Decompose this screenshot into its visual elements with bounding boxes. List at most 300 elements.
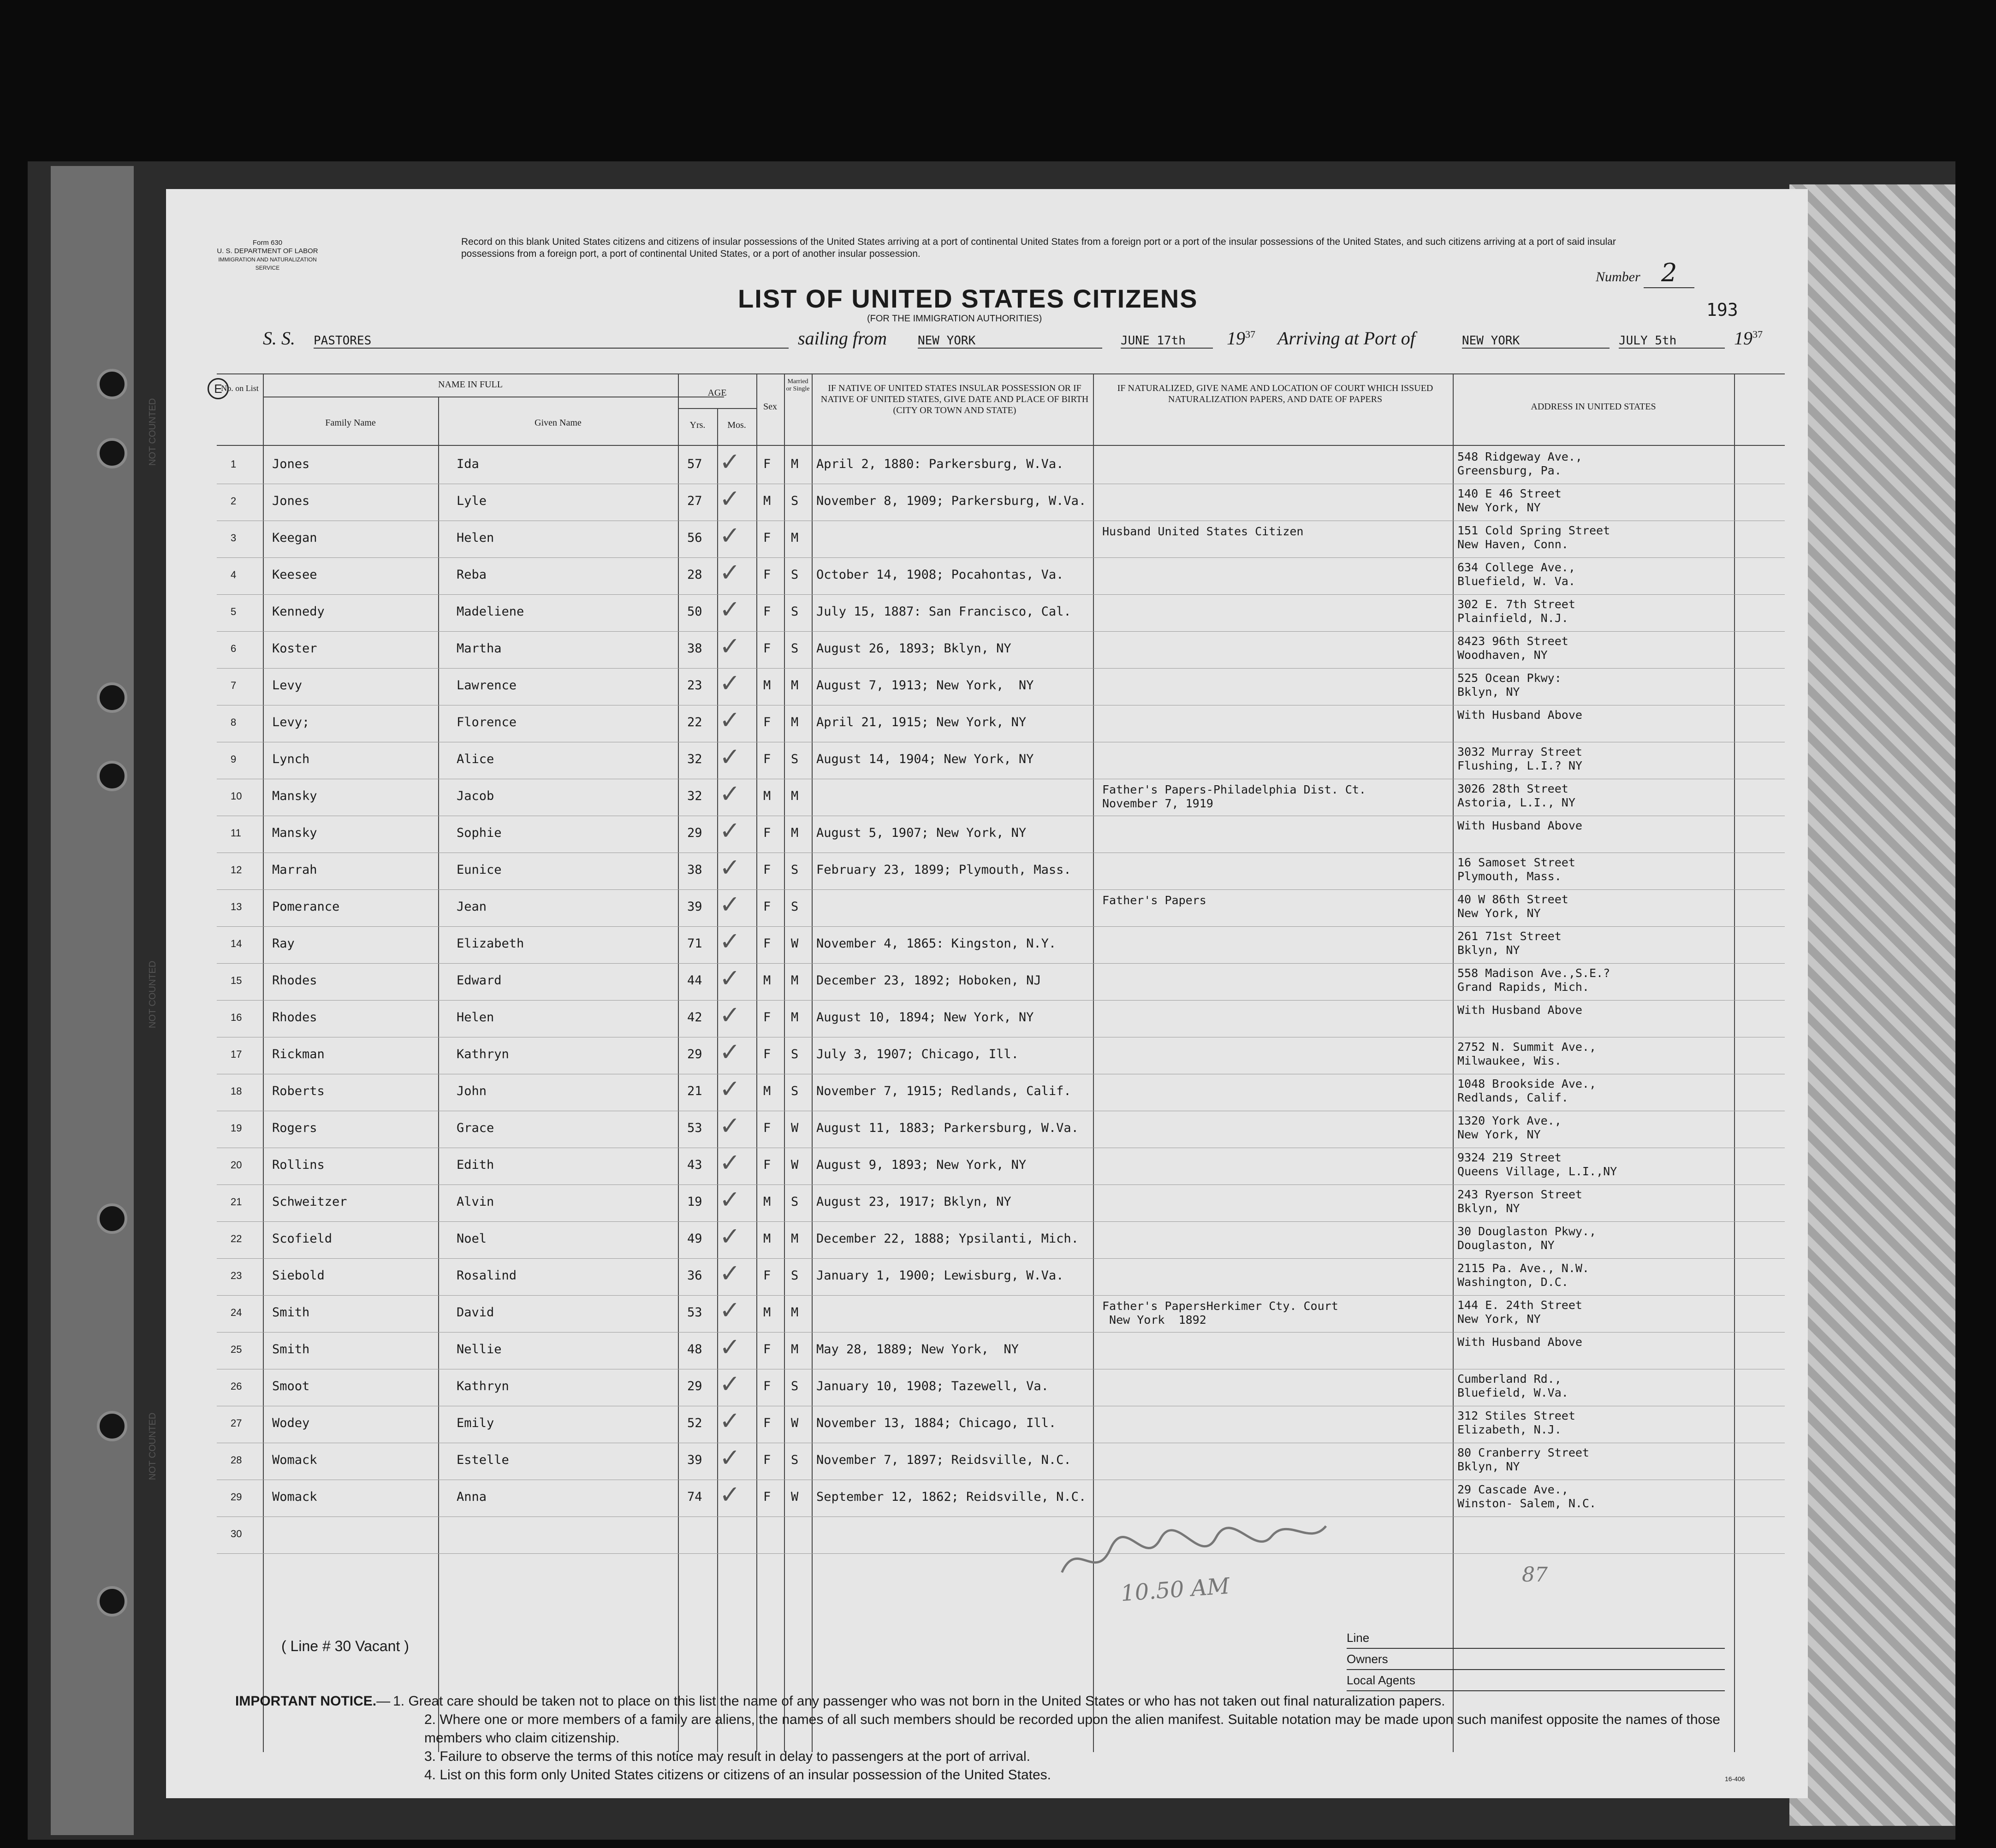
voyage-line	[263, 327, 1785, 355]
not-counted-stamp: NOT COUNTED	[148, 960, 158, 1028]
address-line-2: Woodhaven, NY	[1457, 648, 1548, 662]
address-line-2: Flushing, L.I.? NY	[1457, 759, 1582, 772]
address-line-2: Queens Village, L.I.,NY	[1457, 1165, 1617, 1178]
address-line-1: 80 Cranberry Street	[1457, 1446, 1589, 1459]
row-number: 11	[231, 827, 241, 839]
row-number: 15	[231, 975, 242, 986]
departure-port: NEW YORK	[918, 334, 1102, 349]
not-counted-stamp: NOT COUNTED	[148, 1412, 158, 1480]
table-row	[217, 484, 1785, 521]
page-count-note: 87	[1522, 1563, 1548, 1587]
address-line-2: Milwaukee, Wis.	[1457, 1054, 1562, 1067]
address-line-1: 30 Douglaston Pkwy.,	[1457, 1225, 1597, 1238]
marital-status: S	[791, 1047, 799, 1061]
marital-status: W	[791, 1416, 799, 1430]
address-line-1: 558 Madison Ave.,S.E.?	[1457, 966, 1610, 980]
birth-date-place: November 13, 1884; Chicago, Ill.	[816, 1416, 1057, 1430]
sex: F	[763, 1342, 771, 1356]
family-name: Jones	[272, 494, 310, 508]
inspection-checkmark: ✓	[719, 1148, 741, 1177]
marital-status: S	[791, 641, 799, 656]
sex: M	[763, 1232, 771, 1246]
address-line-1: 29 Cascade Ave.,	[1457, 1483, 1568, 1496]
family-name: Siebold	[272, 1268, 325, 1283]
row-number: 13	[231, 901, 242, 912]
marital-status: M	[791, 531, 799, 545]
family-name: Lynch	[272, 752, 310, 766]
birth-date-place: November 7, 1897; Reidsville, N.C.	[816, 1453, 1071, 1467]
punch-hole	[97, 438, 127, 468]
address-line-2: Elizabeth, N.J.	[1457, 1423, 1562, 1436]
marital-status: S	[791, 1084, 799, 1098]
sex: F	[763, 641, 771, 656]
row-number: 28	[231, 1454, 242, 1466]
address-line-2: Bklyn, NY	[1457, 1202, 1520, 1215]
age-years: 49	[687, 1232, 702, 1246]
inspection-checkmark: ✓	[719, 890, 741, 919]
family-name: Scofield	[272, 1232, 333, 1246]
arrival-port: NEW YORK	[1462, 334, 1610, 349]
naturalization: Husband United States Citizen	[1102, 525, 1304, 538]
given-name: John	[457, 1084, 487, 1098]
manifest-table	[217, 373, 1785, 1752]
address-line-1: 140 E 46 Street	[1457, 487, 1562, 500]
sex: F	[763, 863, 771, 877]
row-number: 24	[231, 1307, 242, 1318]
row-number: 10	[231, 790, 242, 802]
adjacent-page-strip	[51, 166, 134, 1835]
form-subtitle: (FOR THE IMMIGRATION AUTHORITIES)	[867, 314, 1042, 324]
inspection-checkmark: ✓	[719, 1111, 741, 1140]
row-number: 7	[231, 680, 237, 691]
given-name: Grace	[457, 1121, 494, 1135]
address-line-2: Grand Rapids, Mich.	[1457, 980, 1589, 994]
ss-label: S. S.	[263, 328, 295, 349]
line-label: Line	[1347, 1628, 1725, 1649]
table-row	[217, 1480, 1785, 1517]
row-number: 14	[231, 938, 242, 949]
row-number: 4	[231, 569, 237, 580]
inspection-checkmark: ✓	[719, 1296, 741, 1325]
given-name: Elizabeth	[457, 936, 524, 951]
inspection-checkmark: ✓	[719, 1480, 741, 1509]
table-row	[217, 1074, 1785, 1111]
given-name: Noel	[457, 1232, 487, 1246]
row-number: 23	[231, 1270, 242, 1281]
birth-date-place: August 11, 1883; Parkersburg, W.Va.	[816, 1121, 1079, 1135]
sex: M	[763, 1084, 771, 1098]
family-name: Rogers	[272, 1121, 317, 1135]
table-row	[217, 742, 1785, 779]
address-line-1: 261 71st Street	[1457, 930, 1562, 943]
birth-date-place: November 8, 1909; Parkersburg, W.Va.	[816, 494, 1087, 508]
number-field	[1596, 258, 1694, 288]
given-name: Estelle	[457, 1453, 509, 1467]
given-name: Anna	[457, 1490, 487, 1504]
given-name: Jacob	[457, 789, 494, 803]
marital-status: M	[791, 789, 799, 803]
inspection-checkmark: ✓	[719, 521, 741, 550]
table-row	[217, 1185, 1785, 1222]
notice-line-1: IMPORTANT NOTICE. — 1. Great care should be taken not to place on this list the name of any passenger who was not born in the United States or who has not taken out final naturalization papers.	[235, 1692, 1757, 1711]
address-line-2: Washington, D.C.	[1457, 1275, 1568, 1289]
naturalization: Father's Papers	[1102, 894, 1206, 907]
punch-hole	[97, 761, 127, 791]
given-name: Rosalind	[457, 1268, 517, 1283]
manifest-page	[148, 189, 1808, 1798]
family-name: Koster	[272, 641, 317, 656]
age-years: 32	[687, 752, 702, 766]
family-name: Rhodes	[272, 973, 317, 988]
sex: F	[763, 1047, 771, 1061]
inspection-checkmark: ✓	[719, 669, 741, 698]
birth-date-place: October 14, 1908; Pocahontas, Va.	[816, 568, 1064, 582]
inspection-checkmark: ✓	[719, 558, 741, 587]
address-line-2: New York, NY	[1457, 906, 1541, 920]
inspection-checkmark: ✓	[719, 1222, 741, 1251]
family-name: Rickman	[272, 1047, 325, 1061]
header-naturalized: IF NATURALIZED, GIVE NAME AND LOCATION OF COURT WHICH ISSUED NATURALIZATION PAPERS, AND DATE OF PAPERS	[1117, 383, 1433, 404]
number-label: Number	[1596, 269, 1640, 284]
address-line-2: Greensburg, Pa.	[1457, 464, 1562, 477]
inspection-checkmark: ✓	[719, 779, 741, 808]
inspection-checkmark: ✓	[719, 1443, 741, 1472]
important-notice	[235, 1692, 1757, 1784]
row-number: 25	[231, 1344, 242, 1355]
address-line-2: New Haven, Conn.	[1457, 538, 1568, 551]
age-years: 27	[687, 494, 702, 508]
punch-hole	[97, 1586, 127, 1617]
naturalization: Father's PapersHerkimer Cty. Court New York 1892	[1102, 1299, 1338, 1327]
marital-status: M	[791, 1010, 799, 1025]
family-name: Marrah	[272, 863, 317, 877]
inspection-checkmark: ✓	[719, 816, 741, 845]
marital-status: M	[791, 715, 799, 729]
age-years: 74	[687, 1490, 702, 1504]
address-line-1: 1048 Brookside Ave.,	[1457, 1077, 1597, 1090]
form-number: Form 630	[252, 239, 283, 247]
address-line-1: With Husband Above	[1457, 819, 1582, 832]
table-row	[217, 816, 1785, 853]
table-row	[217, 1148, 1785, 1185]
birth-date-place: August 26, 1893; Bklyn, NY	[816, 641, 1011, 656]
given-name: Alvin	[457, 1195, 494, 1209]
age-years: 28	[687, 568, 702, 582]
table-row	[217, 521, 1785, 558]
punch-hole	[97, 1411, 127, 1441]
table-row	[217, 1001, 1785, 1037]
age-years: 32	[687, 789, 702, 803]
marital-status: S	[791, 604, 799, 619]
marital-status: W	[791, 1490, 799, 1504]
age-years: 29	[687, 1379, 702, 1393]
table-row	[217, 1111, 1785, 1148]
table-row	[217, 964, 1785, 1001]
birth-date-place: July 3, 1907; Chicago, Ill.	[816, 1047, 1019, 1061]
header-given-name: Given Name	[535, 418, 582, 428]
address-line-1: With Husband Above	[1457, 708, 1582, 722]
table-row	[217, 705, 1785, 742]
table-row	[217, 1259, 1785, 1296]
address-line-1: With Husband Above	[1457, 1003, 1582, 1017]
birth-date-place: August 10, 1894; New York, NY	[816, 1010, 1034, 1025]
given-name: Ida	[457, 457, 479, 471]
table-row	[217, 890, 1785, 927]
address-line-2: Astoria, L.I., NY	[1457, 796, 1575, 809]
given-name: Edward	[457, 973, 502, 988]
sex: F	[763, 1268, 771, 1283]
address-line-1: 3032 Murray Street	[1457, 745, 1582, 758]
signature-time: 10.50 AM	[1120, 1573, 1231, 1607]
age-years: 19	[687, 1195, 702, 1209]
naturalization: Father's Papers-Philadelphia Dist. Ct. November 7, 1919	[1102, 783, 1366, 810]
marital-status: S	[791, 752, 799, 766]
address-line-1: 548 Ridgeway Ave.,	[1457, 450, 1582, 463]
address-line-1: 8423 96th Street	[1457, 634, 1568, 648]
row-number: 8	[231, 717, 237, 728]
address-line-2: Plymouth, Mass.	[1457, 870, 1562, 883]
row-number: 5	[231, 606, 237, 617]
table-row	[217, 1443, 1785, 1480]
address-line-1: 40 W 86th Street	[1457, 893, 1568, 906]
family-name: Smith	[272, 1305, 310, 1320]
sex: F	[763, 604, 771, 619]
birth-date-place: August 9, 1893; New York, NY	[816, 1158, 1027, 1172]
address-line-2: New York, NY	[1457, 1128, 1541, 1141]
punch-hole	[97, 369, 127, 399]
marital-status: S	[791, 900, 799, 914]
birth-date-place: August 23, 1917; Bklyn, NY	[816, 1195, 1011, 1209]
line-vacant-note: ( Line # 30 Vacant )	[281, 1638, 409, 1654]
age-years: 43	[687, 1158, 702, 1172]
address-line-1: With Husband Above	[1457, 1335, 1582, 1349]
birth-date-place: January 10, 1908; Tazewell, Va.	[816, 1379, 1049, 1393]
inspection-checkmark: ✓	[719, 595, 741, 624]
marital-status: S	[791, 1453, 799, 1467]
birth-date-place: July 15, 1887: San Francisco, Cal.	[816, 604, 1071, 619]
given-name: Alice	[457, 752, 494, 766]
family-name: Mansky	[272, 826, 317, 840]
arrival-date: JULY 5th	[1619, 334, 1725, 349]
given-name: David	[457, 1305, 494, 1320]
sex: M	[763, 1195, 771, 1209]
address-line-1: 16 Samoset Street	[1457, 856, 1575, 869]
age-years: 39	[687, 1453, 702, 1467]
table-row	[217, 927, 1785, 964]
header-address: ADDRESS IN UNITED STATES	[1531, 402, 1656, 412]
age-years: 57	[687, 457, 702, 471]
departure-year: $19^{37}$	[1227, 328, 1255, 349]
given-name: Madeliene	[457, 604, 524, 619]
age-years: 56	[687, 531, 702, 545]
sex: F	[763, 1158, 771, 1172]
address-line-1: 3026 28th Street	[1457, 782, 1568, 795]
inspection-checkmark: ✓	[719, 853, 741, 882]
given-name: Lawrence	[457, 678, 517, 693]
inspection-checkmark: ✓	[719, 1037, 741, 1066]
marital-status: W	[791, 1121, 799, 1135]
family-name: Womack	[272, 1453, 317, 1467]
marital-status: S	[791, 1379, 799, 1393]
family-name: Wodey	[272, 1416, 310, 1430]
age-years: 53	[687, 1121, 702, 1135]
family-name: Rhodes	[272, 1010, 317, 1025]
address-line-1: Cumberland Rd.,	[1457, 1372, 1562, 1386]
family-name: Pomerance	[272, 900, 340, 914]
given-name: Emily	[457, 1416, 494, 1430]
table-row	[217, 779, 1785, 816]
sex: F	[763, 1010, 771, 1025]
table-row	[217, 1037, 1785, 1074]
address-line-2: New York, NY	[1457, 501, 1541, 514]
row-number: 19	[231, 1122, 242, 1134]
age-years: 71	[687, 936, 702, 951]
marital-status: W	[791, 1158, 799, 1172]
age-years: 48	[687, 1342, 702, 1356]
sex: F	[763, 900, 771, 914]
age-years: 42	[687, 1010, 702, 1025]
local-agents-label: Local Agents	[1347, 1670, 1725, 1691]
inspection-checkmark: ✓	[719, 705, 741, 734]
address-line-1: 9324 219 Street	[1457, 1151, 1562, 1164]
circled-mark: E	[208, 378, 229, 399]
not-counted-stamp: NOT COUNTED	[148, 398, 158, 466]
sex: F	[763, 568, 771, 582]
sex: F	[763, 1490, 771, 1504]
marital-status: M	[791, 678, 799, 693]
inspection-checkmark: ✓	[719, 1406, 741, 1435]
marital-status: S	[791, 863, 799, 877]
row-number: 1	[231, 458, 237, 470]
marital-status: M	[791, 457, 799, 471]
sex: F	[763, 531, 771, 545]
row-divider	[217, 1553, 1785, 1554]
family-name: Roberts	[272, 1084, 325, 1098]
arriving-label: Arriving at Port of	[1277, 328, 1415, 349]
row-number: 26	[231, 1380, 242, 1392]
given-name: Martha	[457, 641, 502, 656]
row-number: 17	[231, 1048, 242, 1060]
given-name: Reba	[457, 568, 487, 582]
address-line-1: 2115 Pa. Ave., N.W.	[1457, 1262, 1589, 1275]
owners-label: Owners	[1347, 1649, 1725, 1670]
inspection-checkmark: ✓	[719, 964, 741, 993]
header-age: AGE	[707, 388, 727, 398]
table-row	[217, 1406, 1785, 1443]
given-name: Sophie	[457, 826, 502, 840]
family-name: Smith	[272, 1342, 310, 1356]
address-line-2: Winston- Salem, N.C.	[1457, 1497, 1597, 1510]
inspection-checkmark: ✓	[719, 927, 741, 956]
age-years: 53	[687, 1305, 702, 1320]
notice-item: 3. Failure to observe the terms of this notice may result in delay to passengers at the port of arrival.	[424, 1749, 1030, 1764]
table-row	[217, 1296, 1785, 1333]
birth-date-place: November 4, 1865: Kingston, N.Y.	[816, 936, 1057, 951]
header-marital: Married or Single	[786, 378, 810, 392]
inspection-checkmark: ✓	[719, 1333, 741, 1362]
sex: F	[763, 826, 771, 840]
birth-date-place: September 12, 1862; Reidsville, N.C.	[816, 1490, 1087, 1504]
row-number: 3	[231, 532, 237, 544]
sex: F	[763, 752, 771, 766]
birth-date-place: August 7, 1913; New York, NY	[816, 678, 1034, 693]
given-name: Helen	[457, 531, 494, 545]
decorative-binding-strip	[1789, 184, 1955, 1826]
inspection-checkmark: ✓	[719, 1185, 741, 1214]
marital-status: S	[791, 494, 799, 508]
sex: F	[763, 1453, 771, 1467]
form-title: LIST OF UNITED STATES CITIZENS	[738, 284, 1198, 313]
family-name: Womack	[272, 1490, 317, 1504]
inspection-checkmark: ✓	[719, 1074, 741, 1103]
notice-item: 1. Great care should be taken not to place on this list the name of any passenger who was not born in the United States or who has not taken out final naturalization papers.	[393, 1694, 1445, 1709]
bottom-form-code: 16-406	[1725, 1775, 1745, 1783]
marital-status: W	[791, 936, 799, 951]
number-value: 2	[1644, 258, 1694, 288]
age-years: 22	[687, 715, 702, 729]
table-row	[217, 632, 1785, 669]
age-years: 21	[687, 1084, 702, 1098]
inspection-checkmark: ✓	[719, 1001, 741, 1030]
family-name: Keesee	[272, 568, 317, 582]
address-line-2: Bluefield, W.Va.	[1457, 1386, 1568, 1399]
family-name: Kennedy	[272, 604, 325, 619]
address-line-1: 525 Ocean Pkwy:	[1457, 671, 1562, 685]
row-number: 12	[231, 864, 242, 876]
age-years: 38	[687, 863, 702, 877]
birth-date-place: November 7, 1915; Redlands, Calif.	[816, 1084, 1071, 1098]
notice-item: 2. Where one or more members of a family are aliens, the names of all such members should be recorded upon the alien manifest. Suitable notation may be made upon such manifest opposite the names of those members who claim citizenship.	[424, 1712, 1720, 1746]
birth-date-place: April 21, 1915; New York, NY	[816, 715, 1027, 729]
address-line-2: Bluefield, W. Va.	[1457, 575, 1575, 588]
family-name: Jones	[272, 457, 310, 471]
birth-date-place: January 1, 1900; Lewisburg, W.Va.	[816, 1268, 1064, 1283]
punch-hole	[97, 682, 127, 713]
address-line-1: 302 E. 7th Street	[1457, 598, 1575, 611]
table-row	[217, 447, 1785, 484]
address-line-1: 243 Ryerson Street	[1457, 1188, 1582, 1201]
family-name: Smoot	[272, 1379, 310, 1393]
line-owners-agents	[1347, 1628, 1725, 1691]
given-name: Kathryn	[457, 1047, 509, 1061]
given-name: Jean	[457, 900, 487, 914]
age-years: 23	[687, 678, 702, 693]
family-name: Levy	[272, 678, 303, 693]
age-years: 36	[687, 1268, 702, 1283]
sex: M	[763, 789, 771, 803]
inspection-checkmark: ✓	[719, 1369, 741, 1398]
inspection-checkmark: ✓	[719, 447, 741, 476]
inspection-checkmark: ✓	[719, 742, 741, 771]
sex: F	[763, 457, 771, 471]
birth-date-place: April 2, 1880: Parkersburg, W.Va.	[816, 457, 1064, 471]
family-name: Ray	[272, 936, 295, 951]
sex: F	[763, 715, 771, 729]
header-name-in-full: NAME IN FULL	[438, 379, 503, 390]
address-line-2: Douglaston, NY	[1457, 1238, 1555, 1252]
address-line-1: 151 Cold Spring Street	[1457, 524, 1610, 537]
inspection-checkmark: ✓	[719, 632, 741, 661]
table-row	[217, 595, 1785, 632]
age-years: 29	[687, 826, 702, 840]
sex: F	[763, 1379, 771, 1393]
department-name: U. S. DEPARTMENT OF LABOR	[217, 247, 318, 255]
family-name: Keegan	[272, 531, 317, 545]
age-years: 52	[687, 1416, 702, 1430]
form-identifier	[212, 239, 323, 272]
table-row	[217, 853, 1785, 890]
row-number: 18	[231, 1085, 242, 1097]
